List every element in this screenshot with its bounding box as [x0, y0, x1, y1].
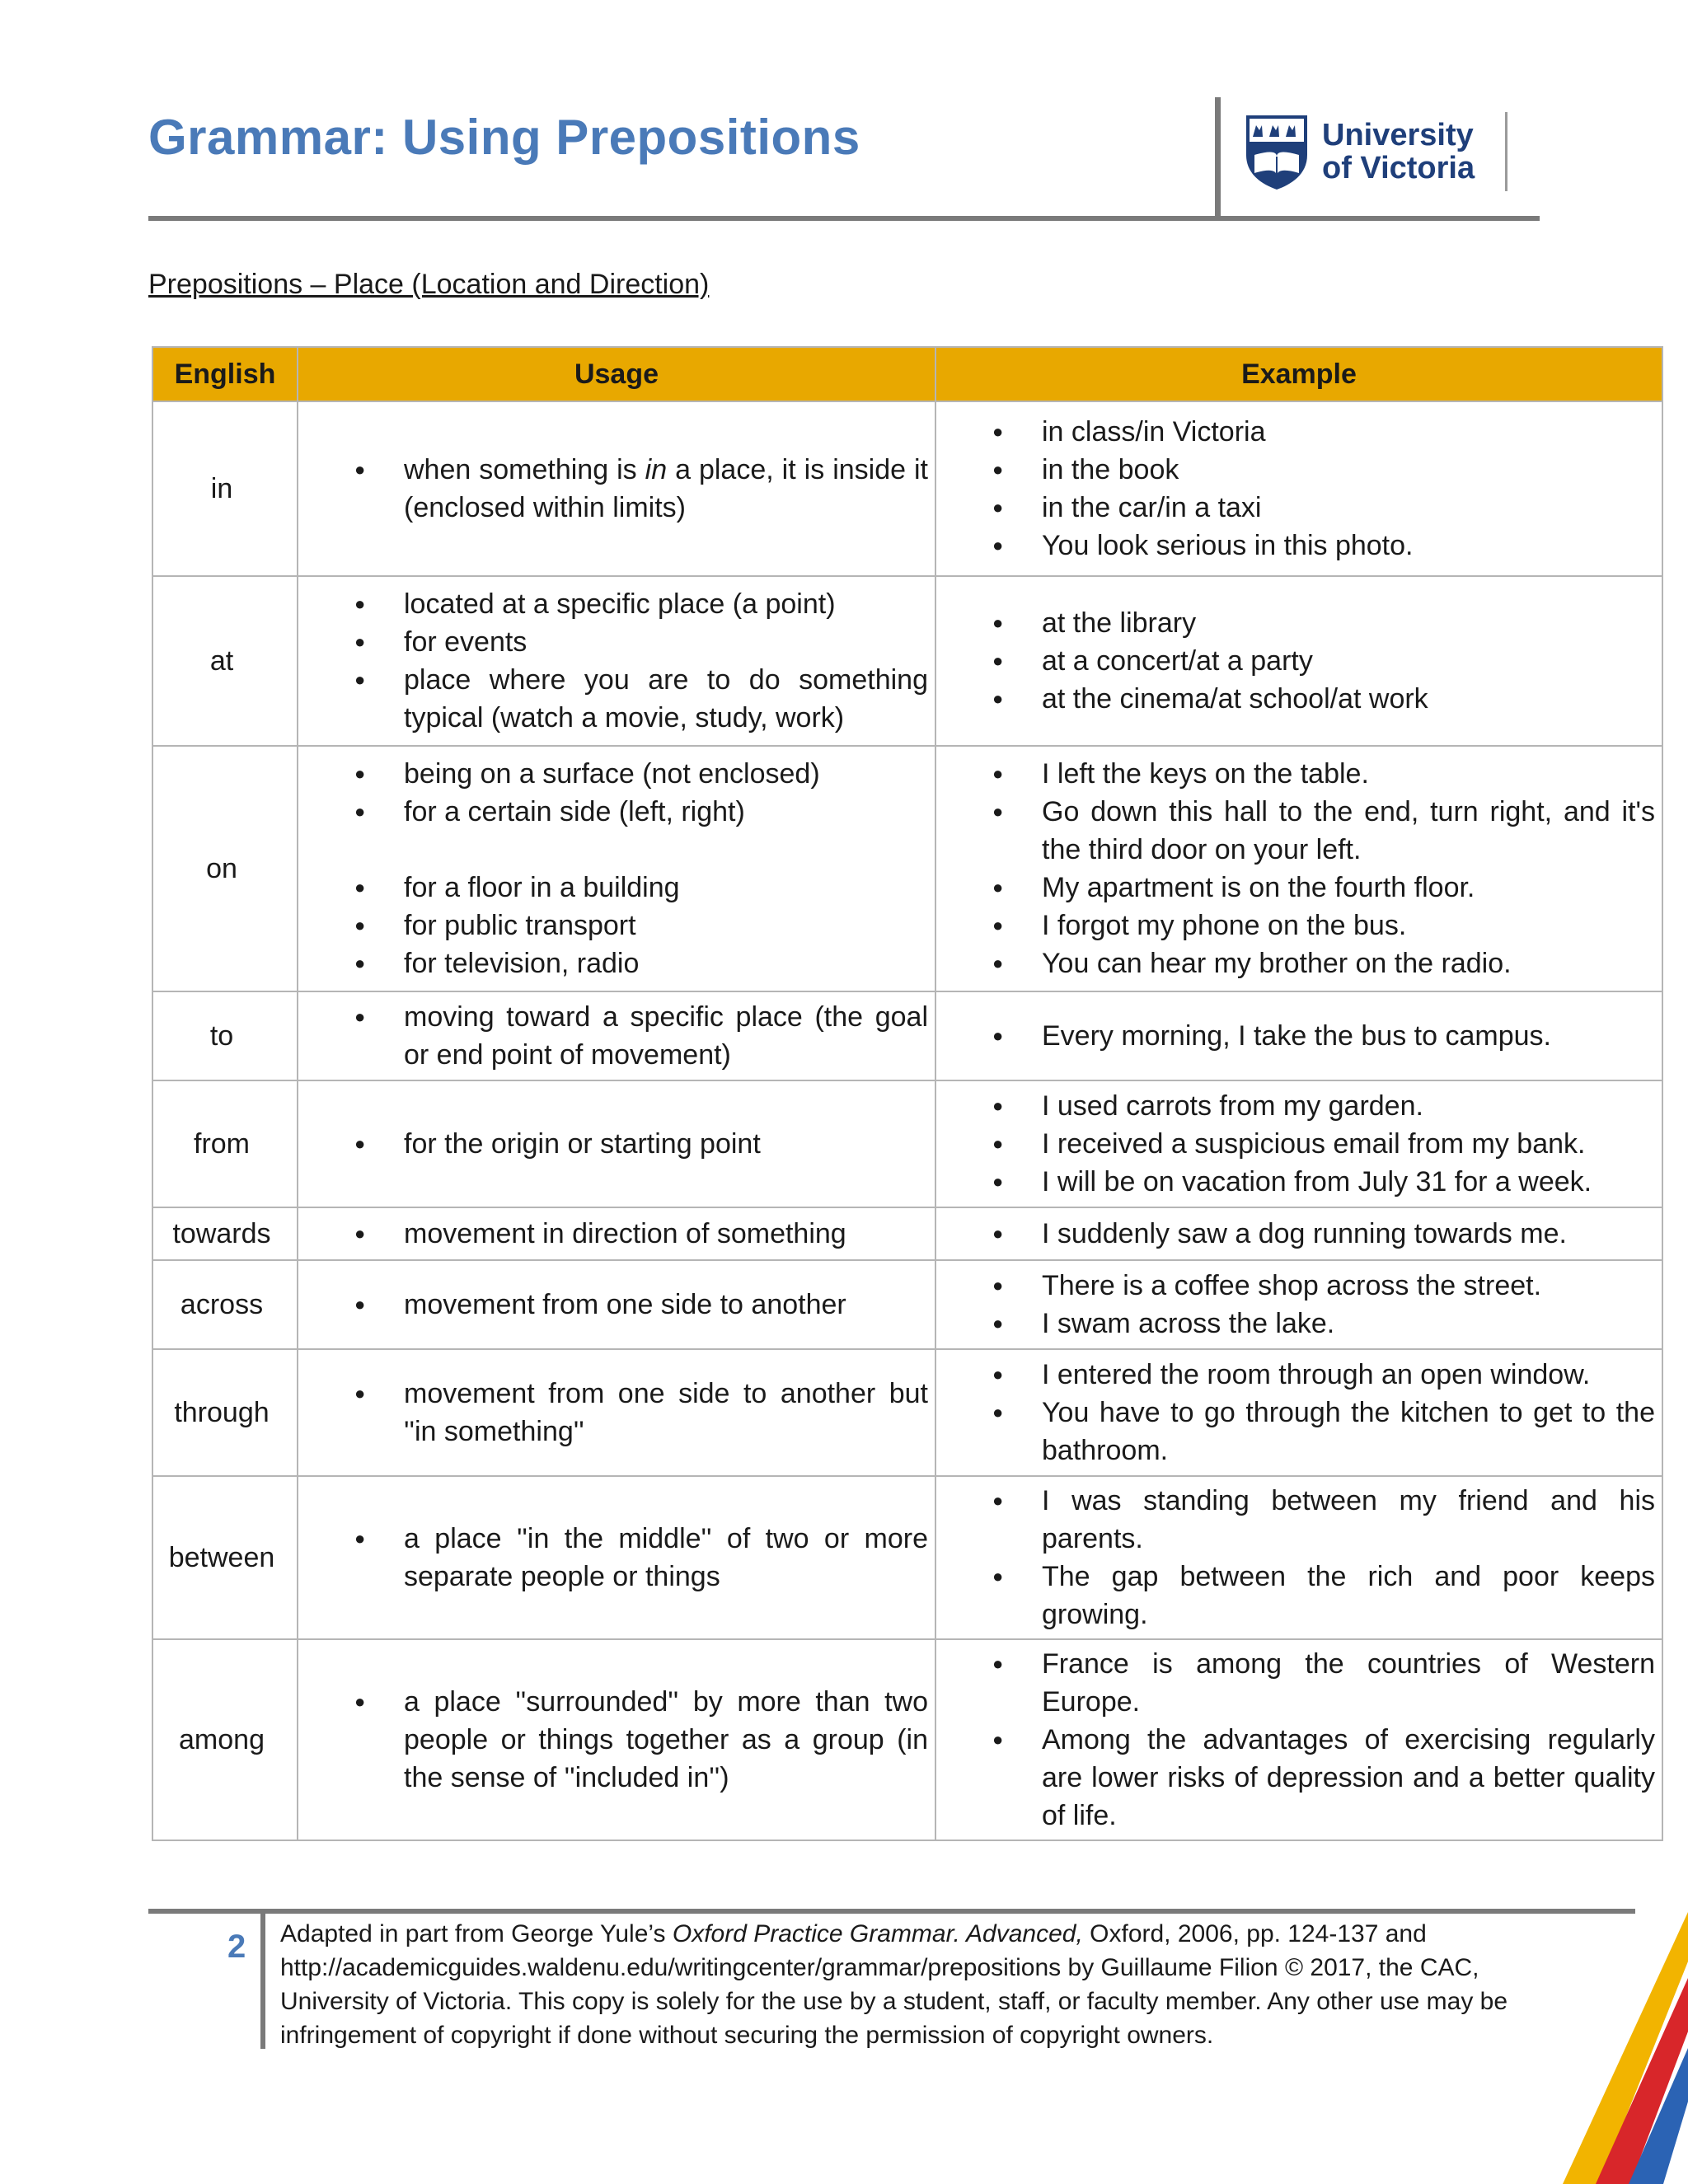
- corner-stripes-graphic: [1540, 1854, 1688, 2184]
- cell-example: [935, 401, 1662, 576]
- example-list: [936, 604, 1655, 718]
- logo-text-line1: University: [1322, 118, 1474, 152]
- usage-item: ● moving toward a specific place (the goal or end point of movement): [298, 998, 928, 1074]
- page-title: Grammar: Using Prepositions: [148, 110, 860, 165]
- usage-item: ● located at a specific place (a point): [298, 585, 928, 623]
- example-item: ● I will be on vacation from July 31 for a week.: [936, 1163, 1655, 1201]
- example-list: [936, 413, 1655, 565]
- cell-example: [935, 1207, 1662, 1260]
- usage-item: ● for the origin or starting point: [298, 1125, 928, 1163]
- cell-english: between: [152, 1476, 298, 1639]
- cell-example: [935, 1080, 1662, 1207]
- uvic-shield-icon: [1243, 112, 1311, 191]
- table-row: [152, 1476, 1662, 1639]
- usage-list: [298, 755, 928, 982]
- footer-line-1: Adapted in part from George Yule’s Oxford Practice Grammar. Advanced, Oxford, 2006, pp. 124-137 and: [280, 1920, 1427, 1947]
- example-item: ● You have to go through the kitchen to get to the bathroom.: [936, 1394, 1655, 1469]
- example-item: ● I forgot my phone on the bus.: [936, 907, 1655, 944]
- table-row: [152, 576, 1662, 746]
- example-list: [936, 1087, 1655, 1201]
- example-item: ● Go down this hall to the end, turn right, and it's the third door on your left.: [936, 793, 1655, 869]
- example-list: [936, 755, 1655, 982]
- cell-example: [935, 1349, 1662, 1476]
- example-item: ● at the cinema/at school/at work: [936, 680, 1655, 718]
- cell-example: [935, 1639, 1662, 1840]
- column-header-usage: Usage: [298, 347, 935, 401]
- example-item: ● I swam across the lake.: [936, 1305, 1655, 1343]
- cell-usage: [298, 1639, 935, 1840]
- example-item: ● Among the advantages of exercising regularly are lower risks of depression and a better quality of life.: [936, 1721, 1655, 1835]
- usage-item: ● being on a surface (not enclosed): [298, 755, 928, 793]
- table-row: [152, 1080, 1662, 1207]
- cell-english: in: [152, 401, 298, 576]
- usage-list: [298, 1520, 928, 1596]
- cell-usage: [298, 576, 935, 746]
- example-list: [936, 1482, 1655, 1633]
- logo-divider-right: [1505, 112, 1507, 191]
- example-item: ● France is among the countries of Western Europe.: [936, 1645, 1655, 1721]
- cell-english: among: [152, 1639, 298, 1840]
- cell-english: towards: [152, 1207, 298, 1260]
- cell-example: [935, 1476, 1662, 1639]
- usage-list: [298, 585, 928, 737]
- usage-item: ● a place ''surrounded'' by more than two people or things together as a group (in the sense of ''included in''): [298, 1683, 928, 1797]
- cell-example: [935, 991, 1662, 1080]
- cell-english: at: [152, 576, 298, 746]
- footer-line-3: University of Victoria. This copy is solely for the use by a student, staff, or faculty member. Any other use may be: [280, 1988, 1508, 2015]
- footer-line-2: http://academicguides.waldenu.edu/writingcenter/grammar/prepositions by Guillaume Filion © 2017, the CAC,: [280, 1954, 1479, 1981]
- usage-list: [298, 1125, 928, 1163]
- logo-divider: [1215, 97, 1221, 218]
- usage-item: ● for public transport: [298, 907, 928, 944]
- footer-citation: [280, 1917, 1566, 2052]
- uvic-logo: [1243, 112, 1475, 191]
- column-header-english: English: [152, 347, 298, 401]
- cell-usage: [298, 746, 935, 991]
- page-number: 2: [227, 1929, 246, 1965]
- footer-divider: [260, 1914, 265, 2049]
- cell-usage: [298, 1207, 935, 1260]
- usage-item: ● place where you are to do something typical (watch a movie, study, work): [298, 661, 928, 737]
- usage-list: [298, 1683, 928, 1797]
- table-row: [152, 746, 1662, 991]
- cell-english: across: [152, 1260, 298, 1349]
- example-item: ● in class/in Victoria: [936, 413, 1655, 451]
- usage-item: ● movement in direction of something: [298, 1215, 928, 1253]
- usage-item: ● for events: [298, 623, 928, 661]
- table-row: [152, 401, 1662, 576]
- cell-example: [935, 746, 1662, 991]
- table-row: [152, 1349, 1662, 1476]
- cell-usage: [298, 991, 935, 1080]
- table-header-row: [152, 347, 1662, 401]
- usage-list: [298, 451, 928, 527]
- cell-english: through: [152, 1349, 298, 1476]
- cell-usage: [298, 1349, 935, 1476]
- cell-example: [935, 1260, 1662, 1349]
- table-row: [152, 1260, 1662, 1349]
- example-item: ● in the book: [936, 451, 1655, 489]
- example-item: ● I entered the room through an open window.: [936, 1356, 1655, 1394]
- footer-line-4: infringement of copyright if done without securing the permission of copyright owners.: [280, 2022, 1214, 2049]
- example-list: [936, 1215, 1655, 1253]
- usage-item: ● for television, radio: [298, 944, 928, 982]
- prepositions-table: [152, 346, 1663, 1841]
- example-item: ● I was standing between my friend and his parents.: [936, 1482, 1655, 1558]
- example-item: ● The gap between the rich and poor keeps growing.: [936, 1558, 1655, 1633]
- cell-usage: [298, 1476, 935, 1639]
- column-header-example: Example: [935, 347, 1662, 401]
- table-row: [152, 991, 1662, 1080]
- usage-list: [298, 1215, 928, 1253]
- cell-usage: [298, 1080, 935, 1207]
- cell-usage: [298, 401, 935, 576]
- example-list: [936, 1267, 1655, 1343]
- example-item: ● at the library: [936, 604, 1655, 642]
- footer-rule: [148, 1909, 1635, 1914]
- usage-item: ● for a floor in a building: [298, 869, 928, 907]
- usage-item: ● movement from one side to another but ''in something'': [298, 1375, 928, 1451]
- header-rule: [148, 216, 1540, 221]
- cell-english: to: [152, 991, 298, 1080]
- example-item: ● You can hear my brother on the radio.: [936, 944, 1655, 982]
- usage-item: ● when something is in a place, it is inside it (enclosed within limits): [298, 451, 928, 527]
- cell-english: from: [152, 1080, 298, 1207]
- example-item: ● I received a suspicious email from my bank.: [936, 1125, 1655, 1163]
- example-list: [936, 1017, 1655, 1055]
- usage-item: ● movement from one side to another: [298, 1286, 928, 1324]
- example-item: ● I left the keys on the table.: [936, 755, 1655, 793]
- cell-english: on: [152, 746, 298, 991]
- table-row: [152, 1207, 1662, 1260]
- section-heading: Prepositions – Place (Location and Direction): [148, 269, 710, 300]
- example-item: ● in the car/in a taxi: [936, 489, 1655, 527]
- logo-text-line2: of Victoria: [1322, 151, 1475, 185]
- usage-list: [298, 998, 928, 1074]
- example-list: [936, 1645, 1655, 1835]
- usage-list: [298, 1375, 928, 1451]
- usage-list: [298, 1286, 928, 1324]
- usage-item: ● for a certain side (left, right): [298, 793, 928, 831]
- table-row: [152, 1639, 1662, 1840]
- example-item: ● My apartment is on the fourth floor.: [936, 869, 1655, 907]
- example-item: ● There is a coffee shop across the street.: [936, 1267, 1655, 1305]
- example-item: ● I suddenly saw a dog running towards me.: [936, 1215, 1655, 1253]
- example-item: ● You look serious in this photo.: [936, 527, 1655, 565]
- cell-usage: [298, 1260, 935, 1349]
- example-list: [936, 1356, 1655, 1469]
- example-item: ● Every morning, I take the bus to campus.: [936, 1017, 1655, 1055]
- example-item: ● I used carrots from my garden.: [936, 1087, 1655, 1125]
- cell-example: [935, 576, 1662, 746]
- usage-item: ● a place ''in the middle'' of two or more separate people or things: [298, 1520, 928, 1596]
- example-item: ● at a concert/at a party: [936, 642, 1655, 680]
